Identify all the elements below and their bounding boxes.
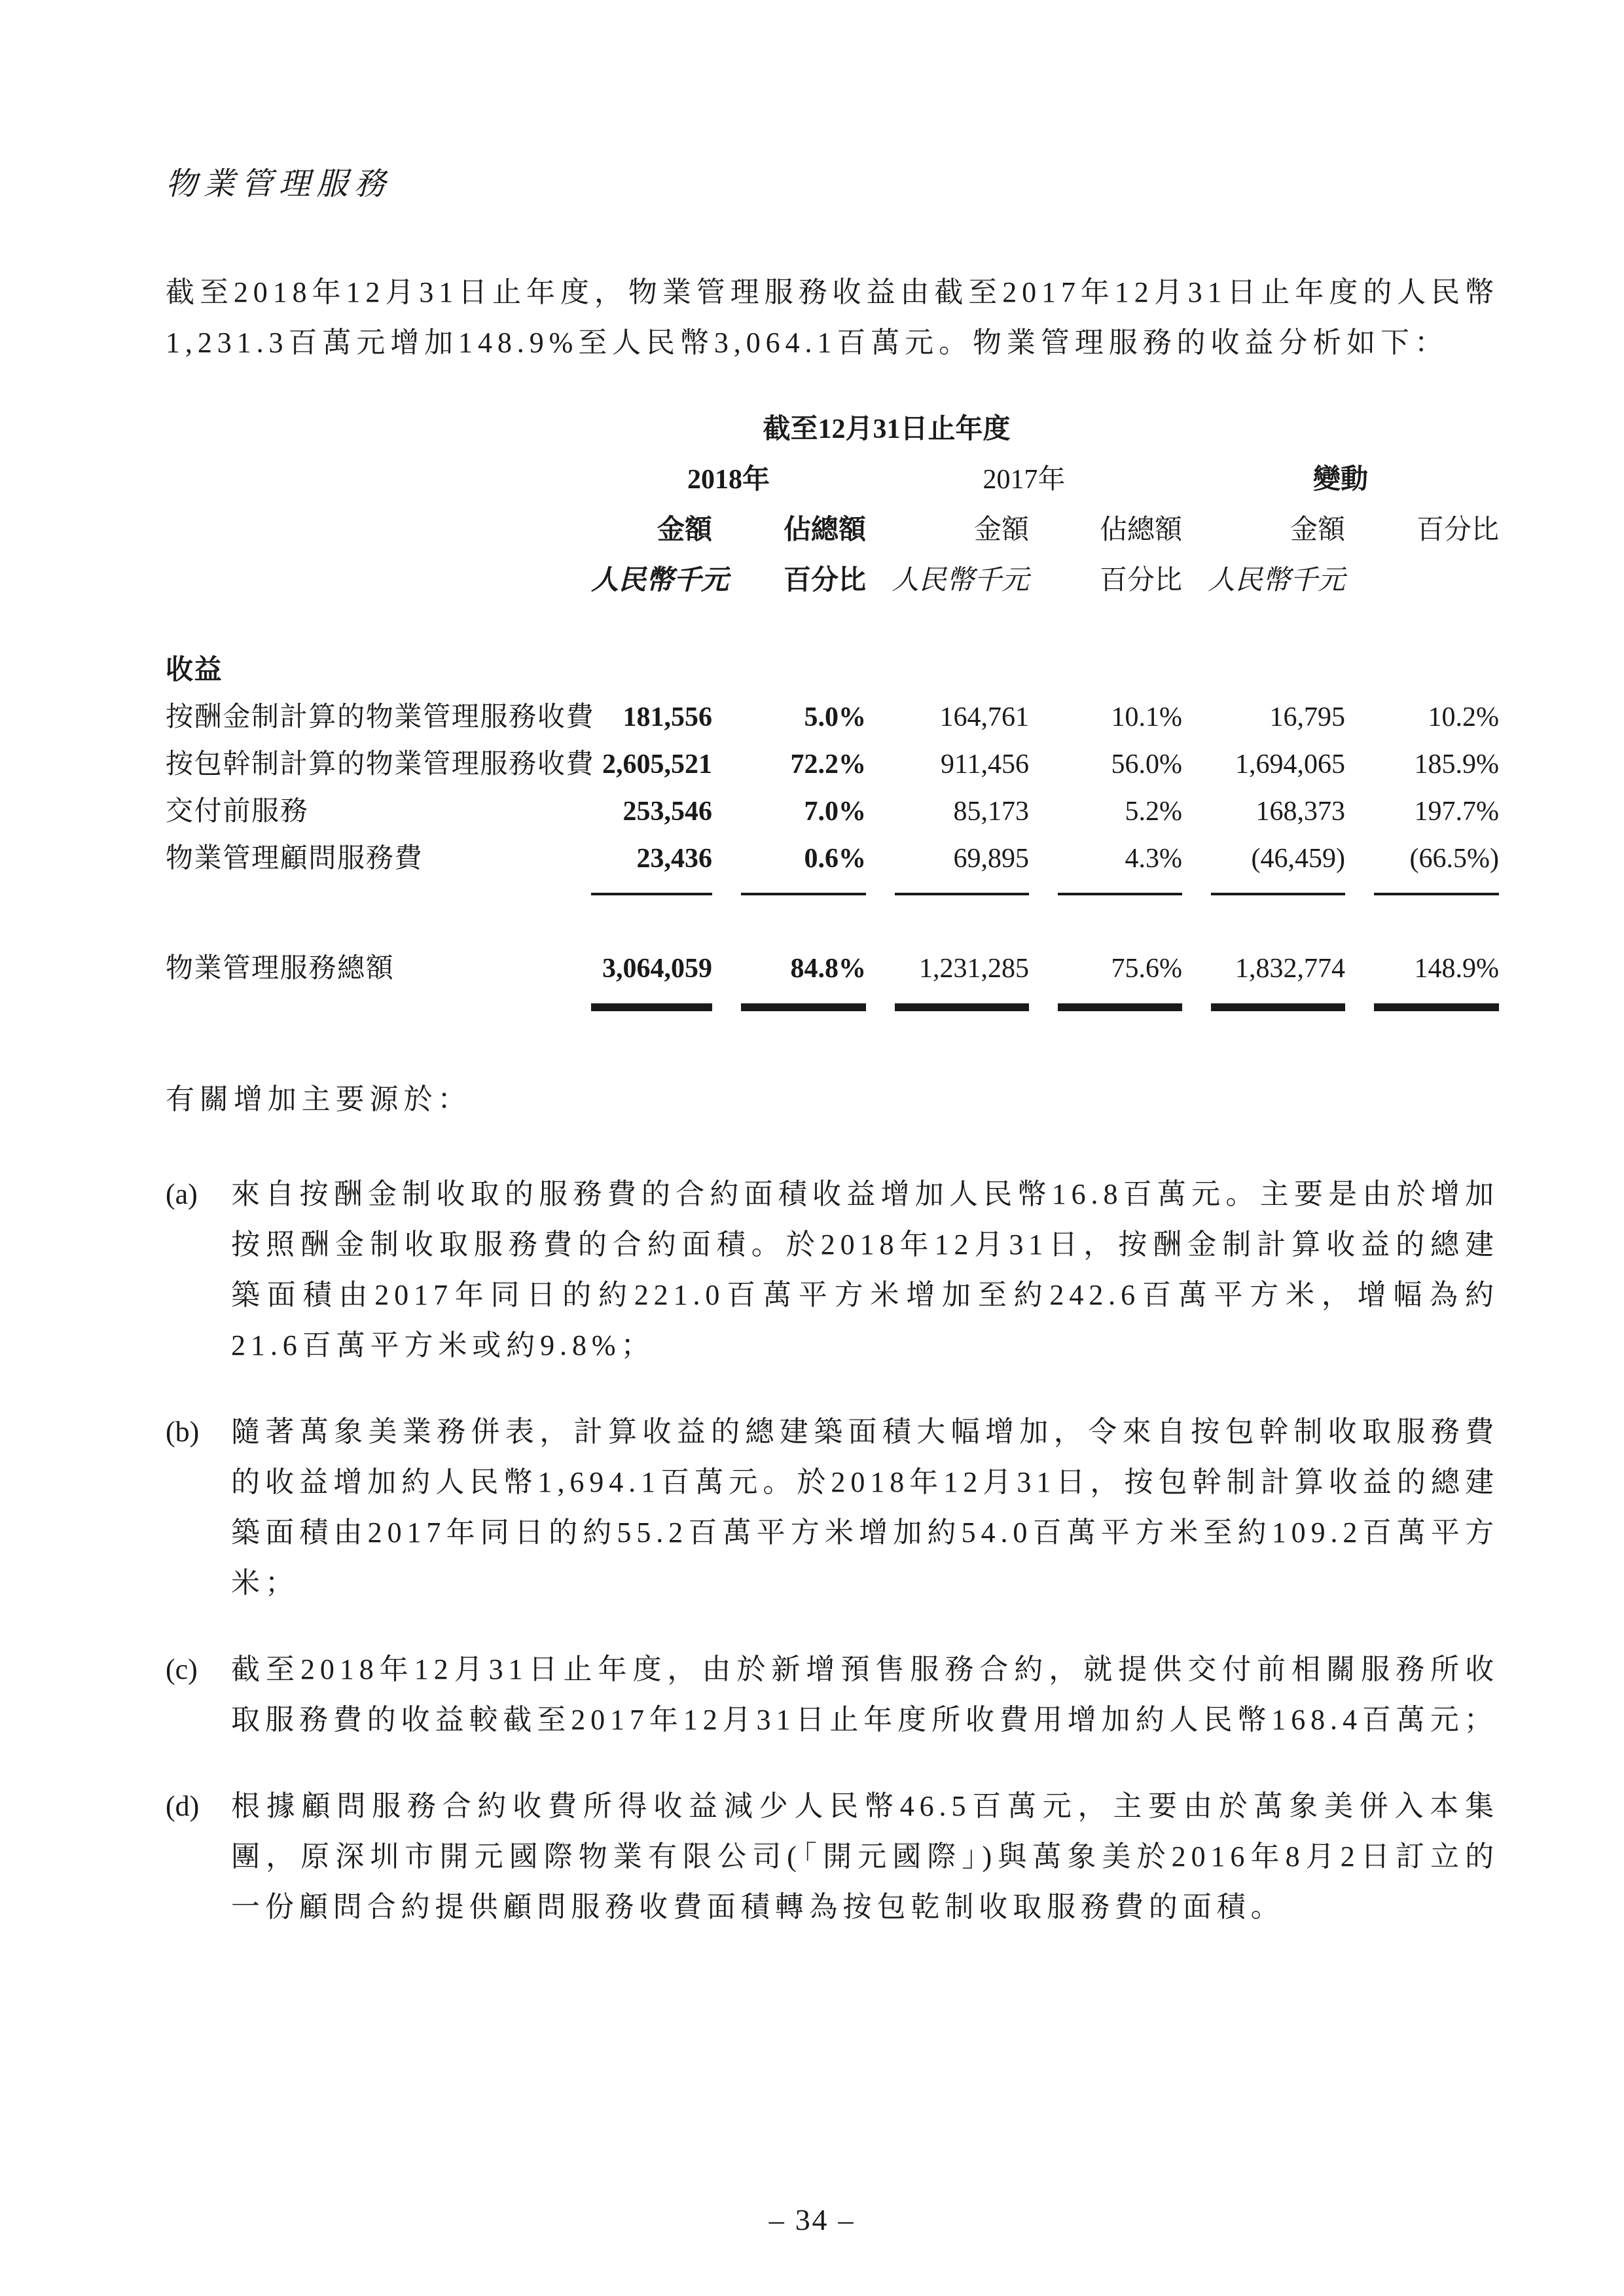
table-cell: 148.9% bbox=[1414, 954, 1499, 984]
table-cell: 2,605,521 bbox=[602, 749, 712, 780]
table-cell: 911,456 bbox=[941, 749, 1029, 780]
page-content bbox=[166, 0, 1499, 1932]
total-label: 物業管理服務總額 bbox=[166, 954, 395, 984]
rule-line bbox=[1211, 893, 1345, 895]
year-2018-header: 2018年 bbox=[687, 465, 770, 495]
table-cell: 人民幣千元 bbox=[891, 565, 1029, 596]
rule-line bbox=[895, 893, 1029, 895]
double-rule-line bbox=[1058, 1003, 1182, 1011]
table-cell: 7.0% bbox=[804, 797, 866, 827]
table-cell: 85,173 bbox=[953, 797, 1029, 827]
table-double-rule bbox=[166, 1003, 1499, 1011]
table-cell: 1,694,065 bbox=[1235, 749, 1345, 780]
double-rule-line bbox=[1211, 1003, 1345, 1011]
table-cell: 佔總額 bbox=[1099, 515, 1182, 545]
note-item-c bbox=[166, 1644, 1499, 1745]
section-header: 收益 bbox=[166, 655, 223, 685]
table-cell: 1,231,285 bbox=[919, 954, 1029, 984]
row-label: 交付前服務 bbox=[166, 797, 309, 827]
table-cell: (46,459) bbox=[1251, 844, 1345, 874]
table-cell: 75.6% bbox=[1111, 954, 1182, 984]
page-title: 物業管理服務 bbox=[166, 167, 392, 202]
notes-list bbox=[166, 1169, 1499, 1932]
table-cell: 181,556 bbox=[623, 702, 712, 732]
table-cell: 3,064,059 bbox=[602, 954, 712, 984]
rule-line bbox=[741, 893, 866, 895]
change-header: 變動 bbox=[1312, 465, 1368, 495]
table-row bbox=[166, 694, 1499, 741]
table-cell: 10.1% bbox=[1111, 702, 1182, 732]
table-cell: 253,546 bbox=[623, 797, 712, 827]
note-marker: (a) bbox=[166, 1178, 198, 1210]
note-text: 來自按酬金制收取的服務費的合約面積收益增加人民幣16.8百萬元。主要是由於增加按照酬金制收取服務費的合約面積。於2018年12月31日，按酬金制計算收益的總建築面積由2017年同日的約221.0百萬平方米增加至約242.6百萬平方米，增幅為約21.6百萬平方米或約9.8%； bbox=[231, 1178, 1499, 1361]
intro-paragraph: 截至2018年12月31日止年度，物業管理服務收益由截至2017年12月31日止年度的人民幣1,231.3百萬元增加148.9%至人民幣3,064.1百萬元。物業管理服務的收益分析如下： bbox=[166, 276, 1499, 359]
note-marker: (b) bbox=[166, 1416, 200, 1448]
table-cell: 人民幣千元 bbox=[1207, 565, 1345, 596]
rule-line bbox=[1058, 893, 1182, 895]
table-cell: 72.2% bbox=[790, 749, 866, 780]
table-cell: 金額 bbox=[657, 515, 712, 545]
double-rule-line bbox=[1374, 1003, 1499, 1011]
note-text: 隨著萬象美業務併表，計算收益的總建築面積大幅增加，令來自按包幹制收取服務費的收益增加約人民幣1,694.1百萬元。於2018年12月31日，按包幹制計算收益的總建築面積由2017年同日的約55.2百萬平方米增加約54.0百萬平方米至約109.2百萬平方米； bbox=[231, 1416, 1499, 1599]
table-cell: 1,832,774 bbox=[1235, 954, 1345, 984]
table-cell: 4.3% bbox=[1125, 844, 1182, 874]
table-cell: 10.2% bbox=[1428, 702, 1499, 732]
table-cell: 84.8% bbox=[790, 954, 866, 984]
rule-line bbox=[591, 893, 712, 895]
revenue-analysis-table bbox=[166, 404, 1499, 1011]
table-cell: 0.6% bbox=[804, 844, 866, 874]
table-cell: 5.0% bbox=[804, 702, 866, 732]
table-cell: 168,373 bbox=[1255, 797, 1345, 827]
table-cell: 16,795 bbox=[1269, 702, 1345, 732]
row-label: 按包幹制計算的物業管理服務收費 bbox=[166, 749, 595, 780]
note-marker: (d) bbox=[166, 1790, 200, 1822]
note-marker: (c) bbox=[166, 1653, 198, 1685]
table-units-row-2 bbox=[166, 556, 1499, 606]
table-cell: 5.2% bbox=[1125, 797, 1182, 827]
notes-lead: 有關增加主要源於： bbox=[166, 1083, 472, 1115]
table-cell: 185.9% bbox=[1414, 749, 1499, 780]
row-label: 物業管理顧問服務費 bbox=[166, 844, 424, 874]
double-rule-line bbox=[895, 1003, 1029, 1011]
table-cell: 金額 bbox=[1290, 515, 1345, 545]
table-cell: 56.0% bbox=[1111, 749, 1182, 780]
rule-line bbox=[1374, 893, 1499, 895]
table-cell: 金額 bbox=[973, 515, 1029, 545]
note-item-a bbox=[166, 1169, 1499, 1371]
note-text: 根據顧問服務合約收費所得收益減少人民幣46.5百萬元，主要由於萬象美併入本集團，原深圳市開元國際物業有限公司(「開元國際」)與萬象美於2016年8月2日訂立的一份顧問合約提供顧問服務收費面積轉為按包乾制收取服務費的面積。 bbox=[231, 1790, 1499, 1923]
table-single-rule bbox=[166, 893, 1499, 895]
double-rule-line bbox=[741, 1003, 866, 1011]
year-2017-header: 2017年 bbox=[983, 465, 1066, 495]
table-units-row-1 bbox=[166, 505, 1499, 556]
table-row bbox=[166, 741, 1499, 788]
row-label: 按酬金制計算的物業管理服務收費 bbox=[166, 702, 595, 732]
table-cell: (66.5%) bbox=[1409, 844, 1499, 874]
table-cell: 百分比 bbox=[783, 565, 866, 596]
page-number: – 34 – bbox=[768, 2203, 856, 2236]
double-rule-line bbox=[591, 1003, 712, 1011]
note-item-d bbox=[166, 1781, 1499, 1932]
table-section-row bbox=[166, 647, 1499, 694]
table-cell: 百分比 bbox=[1416, 515, 1499, 545]
table-cell: 百分比 bbox=[1099, 565, 1182, 596]
table-cell: 197.7% bbox=[1414, 797, 1499, 827]
table-cell: 人民幣千元 bbox=[591, 565, 729, 596]
table-total-row bbox=[166, 944, 1499, 994]
table-row bbox=[166, 788, 1499, 835]
table-year-row bbox=[166, 455, 1499, 505]
table-period-header-row bbox=[166, 404, 1499, 455]
table-cell: 23,436 bbox=[636, 844, 712, 874]
note-text: 截至2018年12月31日止年度，由於新增預售服務合約，就提供交付前相關服務所收取服務費的收益較截至2017年12月31日止年度所收費用增加約人民幣168.4百萬元； bbox=[231, 1653, 1500, 1736]
period-header: 截至12月31日止年度 bbox=[763, 414, 1011, 444]
table-cell: 佔總額 bbox=[783, 515, 866, 545]
note-item-b bbox=[166, 1407, 1499, 1608]
table-cell: 69,895 bbox=[953, 844, 1029, 874]
table-cell: 164,761 bbox=[939, 702, 1029, 732]
table-row bbox=[166, 835, 1499, 882]
